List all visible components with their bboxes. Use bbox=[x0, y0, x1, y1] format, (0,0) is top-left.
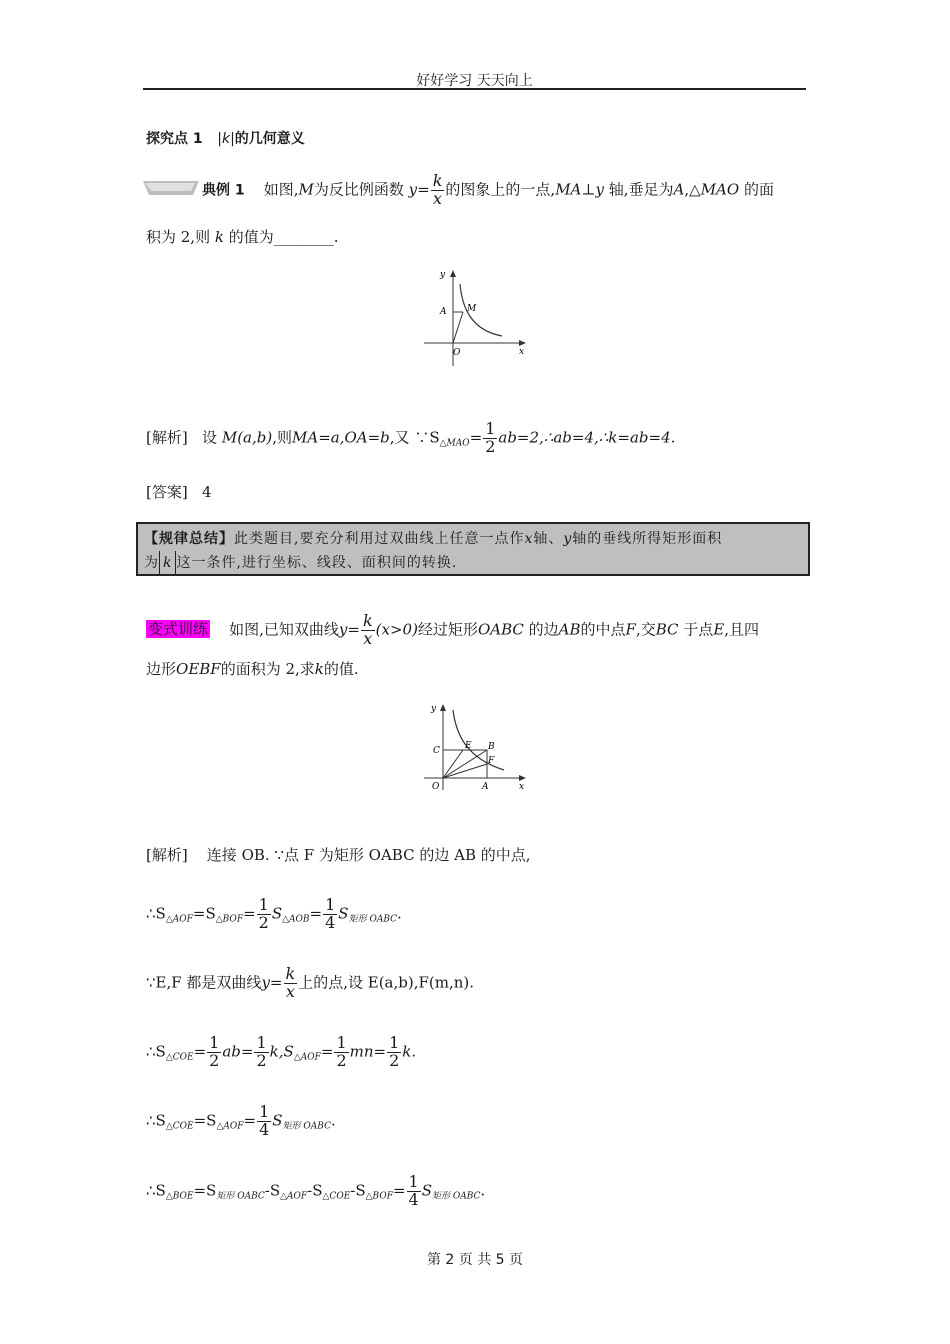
answer1-label: [答案] bbox=[146, 483, 188, 501]
page-footer: 第 2 页 共 5 页 bbox=[426, 1252, 524, 1268]
answer1-line bbox=[146, 482, 212, 502]
solution2-line5: $\therefore S_{\triangle COE}=S_{\triangle AOF}=$ $\frac{1}{4}$ $S_{矩形 OABC}$. bbox=[146, 1102, 336, 1139]
section-number: 探究点 1 bbox=[146, 131, 203, 147]
svg-text:A: A bbox=[440, 307, 447, 317]
svg-text:y: y bbox=[431, 704, 437, 714]
fraction-k-over-x: $\frac{k}{x}$ bbox=[432, 171, 443, 208]
answer1-value: 4 bbox=[202, 483, 212, 501]
solution2-line6: $\therefore S_{\triangle BOE}=S_{矩形 OABC}-S_{\triangle AOF}-S_{\triangle COE}-S_{\triangle BOF}=$ $\frac{1}{4}$ $S_{矩形 OABC}$. bbox=[146, 1172, 486, 1209]
variant-line1: 变式训练 如图,已知双曲线y= $\frac{k}{x}$ (x>0)经过矩形OABC 的边AB的中点F,交BC 于点E,且四 bbox=[148, 611, 760, 648]
svg-text:O: O bbox=[432, 782, 440, 792]
variant-line2: 边形OEBF的面积为 2,求k的值. bbox=[146, 660, 359, 678]
svg-text:O: O bbox=[453, 348, 461, 358]
svg-text:x: x bbox=[519, 347, 525, 357]
example1-label: 典例 1 bbox=[202, 182, 245, 199]
example1-line2: 积为 2,则 k 的值为________. bbox=[146, 228, 339, 246]
svg-text:E: E bbox=[465, 741, 472, 751]
example-ribbon-icon bbox=[143, 177, 199, 199]
solution1-label: [解析] bbox=[146, 428, 188, 447]
svg-text:A: A bbox=[482, 782, 489, 792]
svg-text:B: B bbox=[488, 742, 495, 752]
svg-text:F: F bbox=[488, 756, 495, 766]
svg-text:M: M bbox=[467, 304, 477, 314]
summary-box: 【规律总结】此类题目,要充分利用过双曲线上任意一点作x轴、y轴的垂线所得矩形面积 为 k 这一条件,进行坐标、线段、面积间的转换. bbox=[136, 522, 810, 576]
svg-text:x: x bbox=[519, 782, 525, 792]
solution2-line4: $\therefore S_{\triangle COE}=$ $\frac{1}{2}$ ab= $\frac{1}{2}$ $k,S_{\triangle AOF}=$ $\frac{1}{2}$ mn= $\frac{1}{2}$ k. bbox=[146, 1033, 417, 1070]
page-header: 好好学习 天天向上 bbox=[416, 73, 533, 89]
example1-line1: 典例 1 如图,M为反比例函数 y= $\frac{k}{x}$ 的图象上的一点,MA⊥y 轴,垂足为A,△MAO 的面 bbox=[202, 171, 774, 208]
figure2-graph bbox=[420, 700, 532, 796]
variant-label: 变式训练 bbox=[148, 620, 209, 639]
solution2-line1: [解析] 连接 OB. ∵点 F 为矩形 OABC 的边 AB 的中点, bbox=[146, 846, 531, 864]
section-title-text: 的几何意义 bbox=[234, 131, 305, 147]
section-title: 探究点 1 |k|的几何意义 bbox=[146, 131, 305, 147]
abs-k: k bbox=[159, 551, 176, 575]
solution2-line3: ∵E,F 都是双曲线y= $\frac{k}{x}$ 上的点,设 E(a,b),F(m,n). bbox=[146, 964, 475, 1001]
solution1-line: [解析] 设 M(a,b),则MA=a,OA=b,又 $\because S_{\triangle MAO}=$ $\frac{1}{2}$ ab=2,∴ab=4,∴k=ab=4. bbox=[146, 419, 676, 456]
svg-text:y: y bbox=[440, 270, 446, 280]
solution2-line2: $\therefore S_{\triangle AOF}=S_{\triangle BOF}=$ $\frac{1}{2}$ $S_{\triangle AOB}=$ $\frac{1}{4}$ $S_{矩形 OABC}$. bbox=[146, 895, 402, 932]
figure1-graph bbox=[420, 266, 532, 370]
svg-text:C: C bbox=[433, 746, 440, 756]
header-rule bbox=[143, 88, 806, 90]
solution2-label: [解析] bbox=[146, 846, 188, 864]
summary-label: 【规律总结】 bbox=[144, 531, 234, 547]
section-abs-k: k bbox=[221, 131, 231, 147]
